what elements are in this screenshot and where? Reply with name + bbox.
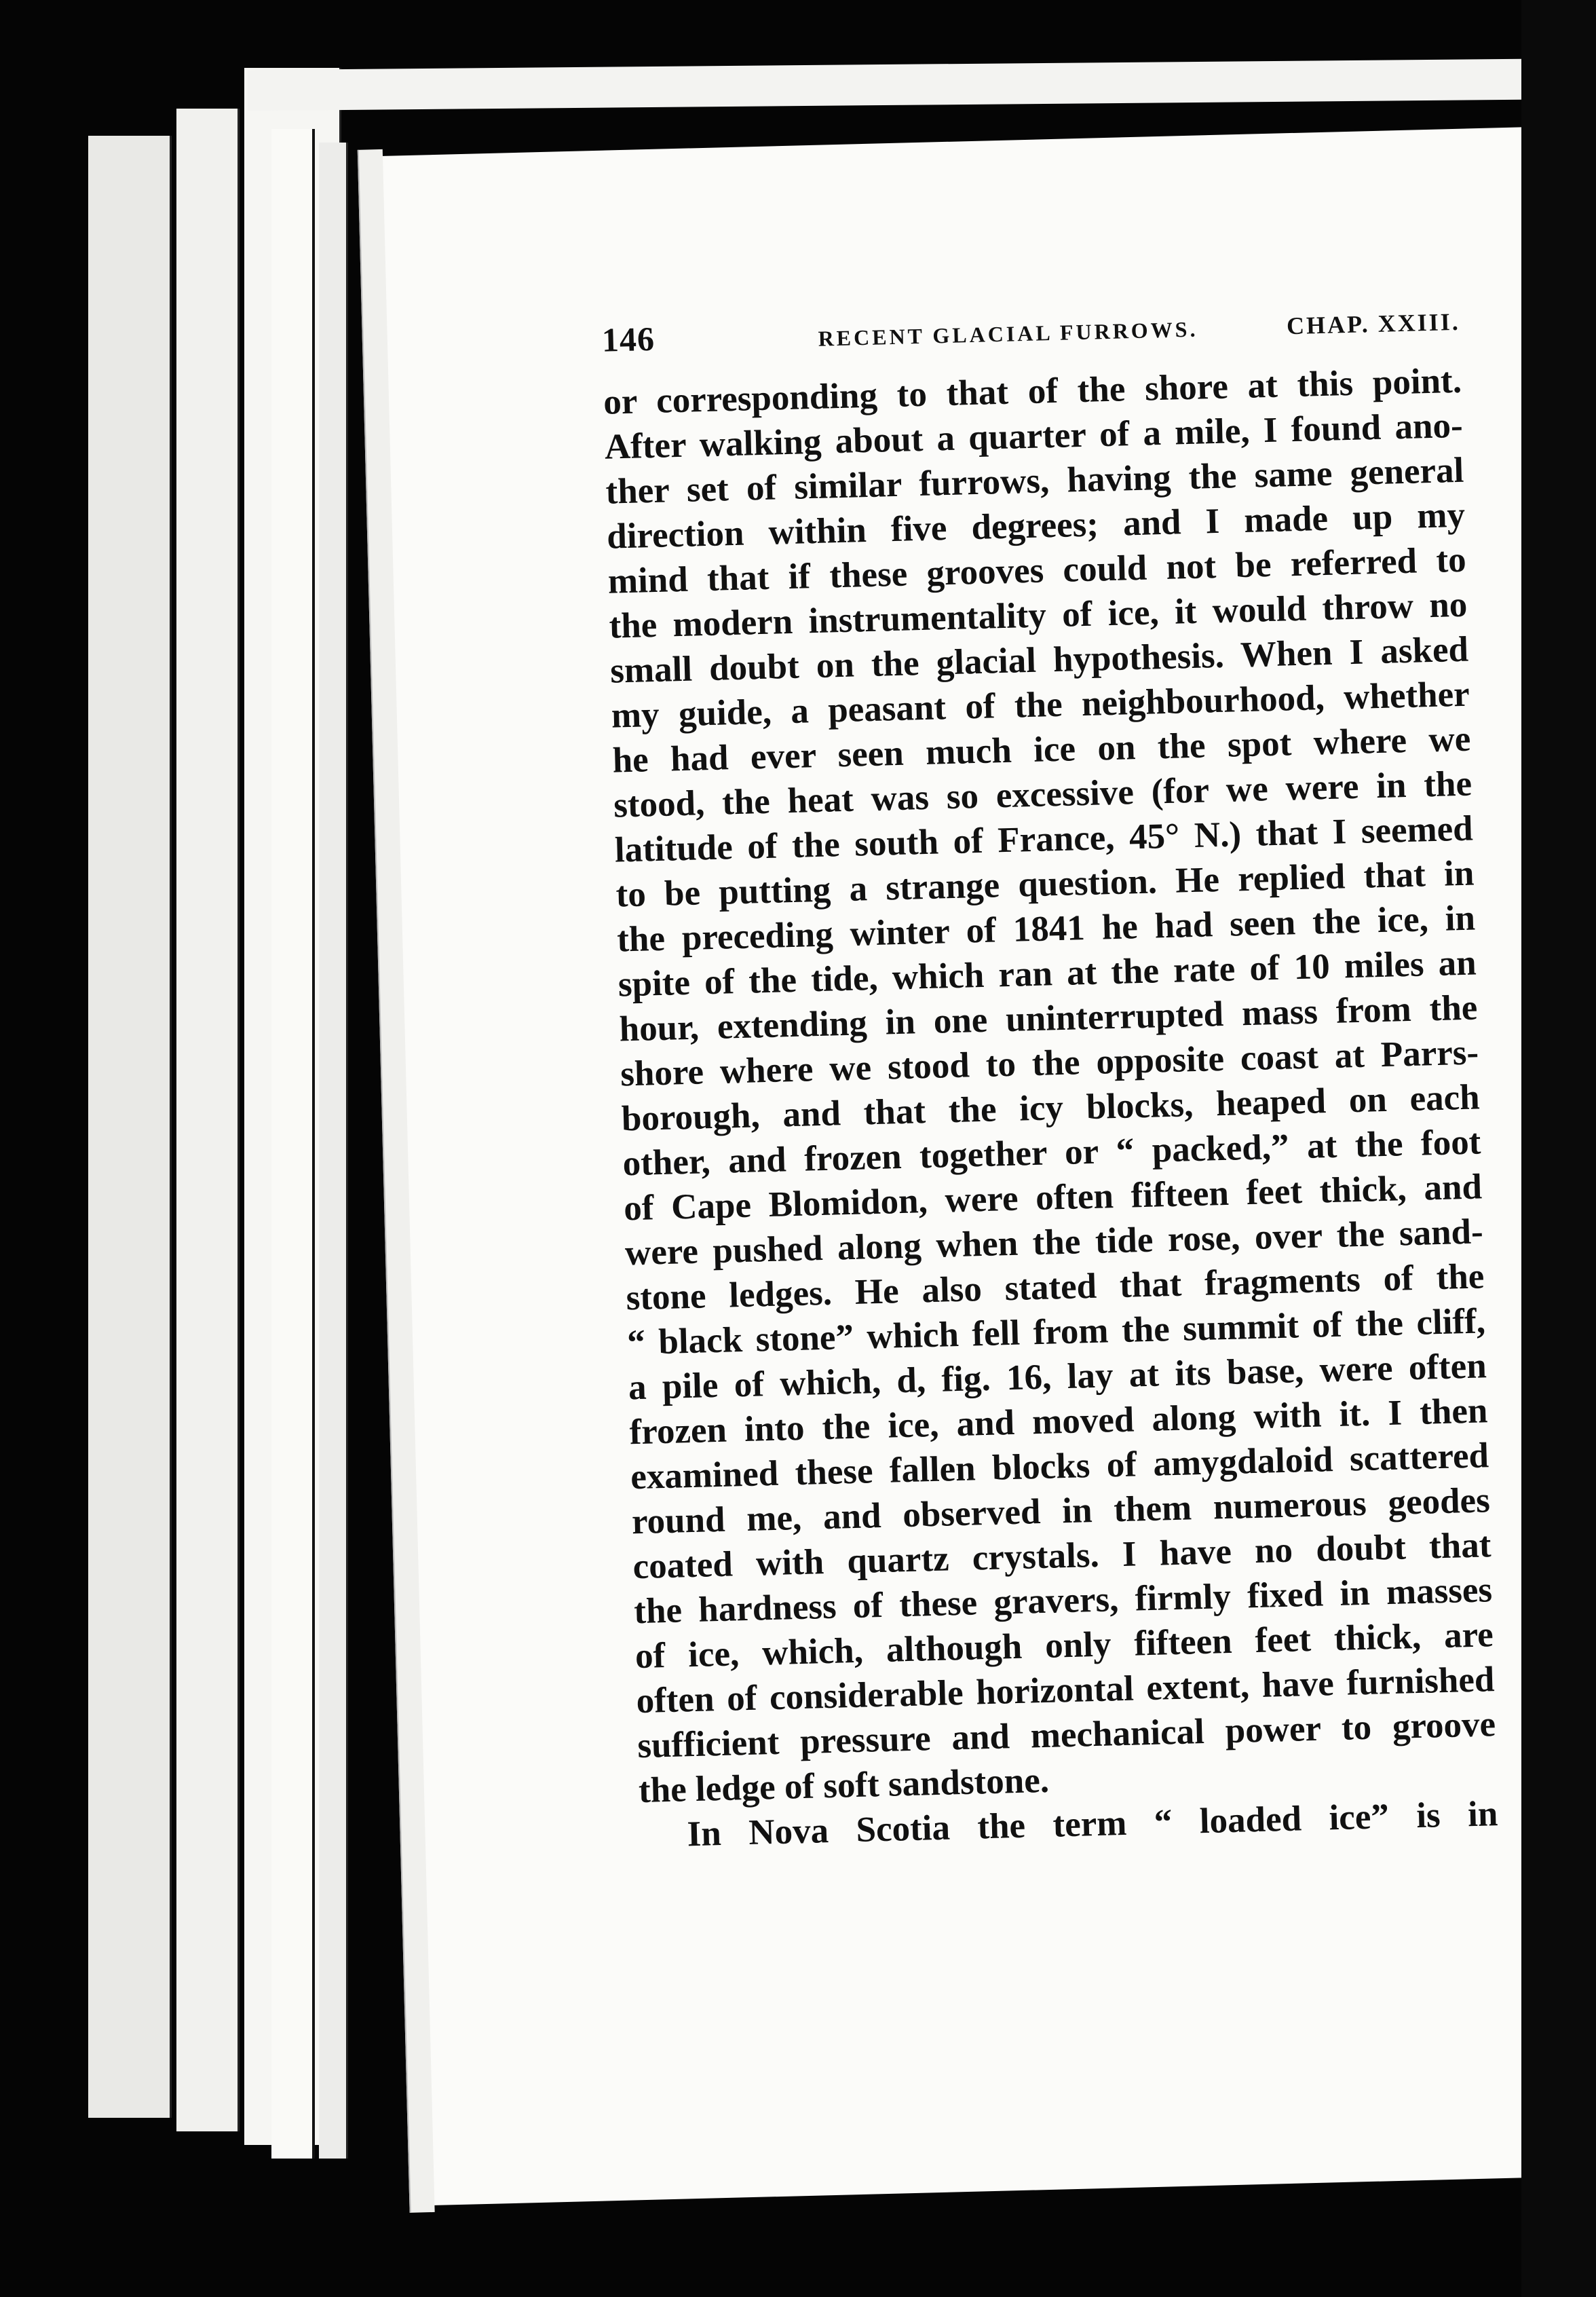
text-line: stood, the heat was so excessive (for we were in the bbox=[613, 764, 1472, 825]
book-page bbox=[380, 127, 1586, 2205]
page-number: 146 bbox=[601, 319, 656, 359]
text-line: or corresponding to that of the shore at this point. bbox=[603, 360, 1462, 422]
text-line: he had ever seen much ice on the spot where we bbox=[611, 719, 1471, 781]
text-line: the modern instrumentality of ice, it would throw no bbox=[608, 584, 1468, 646]
text-line: round me, and observed in them numerous geodes bbox=[631, 1480, 1491, 1542]
text-line: latitude of the south of France, 45° N.) that I seemed bbox=[614, 808, 1474, 870]
text-line: of Cape Blomidon, were often fifteen feet thick, and bbox=[623, 1167, 1483, 1229]
text-line: stone ledges. He also stated that fragments of the bbox=[625, 1256, 1485, 1318]
book-gutter-shadow bbox=[1521, 0, 1596, 2297]
text-line: In Nova Scotia the term “ loaded ice” is in bbox=[686, 1794, 1499, 1854]
chapter-reference: CHAP. XXIII. bbox=[1286, 307, 1461, 340]
text-line: ther set of similar furrows, having the same general bbox=[605, 450, 1464, 512]
text-line: my guide, a peasant of the neighbourhood, whether bbox=[611, 674, 1470, 736]
page-edge bbox=[271, 129, 315, 2159]
text-line: spite of the tide, which ran at the rate of 10 miles an bbox=[618, 943, 1477, 1005]
text-line: the hardness of these gravers, firmly fixed in masses bbox=[633, 1570, 1493, 1632]
text-line: frozen into the ice, and moved along with it. I then bbox=[628, 1391, 1489, 1453]
text-line: were pushed along when the tide rose, over the sand- bbox=[624, 1212, 1484, 1273]
page-edge bbox=[88, 136, 172, 2118]
text-line: After walking about a quarter of a mile, I found ano- bbox=[604, 405, 1464, 467]
text-line: shore where we stood to the opposite coast at Parrs- bbox=[620, 1032, 1479, 1094]
running-head: RECENT GLACIAL FURROWS. bbox=[818, 316, 1198, 351]
text-line: the preceding winter of 1841 he had seen the ice, in bbox=[616, 898, 1476, 960]
text-line: hour, extending in one uninterrupted mass from the bbox=[618, 988, 1478, 1049]
page-header bbox=[601, 299, 1460, 368]
text-line: of ice, which, although only fifteen feet thick, are bbox=[634, 1615, 1494, 1677]
text-line: borough, and that the icy blocks, heaped on each bbox=[621, 1077, 1481, 1139]
text-line: small doubt on the glacial hypothesis. When I asked bbox=[609, 629, 1469, 691]
page-top-edge bbox=[248, 59, 1523, 111]
text-line: a pile of which, d, fig. 16, lay at its base, were often bbox=[628, 1346, 1487, 1408]
text-line: to be putting a strange question. He replied that in bbox=[615, 853, 1475, 915]
text-line: the ledge of soft sandstone. bbox=[638, 1760, 1050, 1811]
page-edge bbox=[176, 109, 240, 2131]
text-line: examined these fallen blocks of amygdaloid scattered bbox=[630, 1436, 1489, 1497]
text-line: “ black stone” which fell from the summit of the cliff, bbox=[626, 1301, 1486, 1363]
text-line: often of considerable horizontal extent, have furnished bbox=[635, 1660, 1496, 1721]
page-text bbox=[601, 299, 1498, 1858]
text-line: direction within five degrees; and I made up my bbox=[606, 495, 1466, 557]
text-line: mind that if these grooves could not be referred to bbox=[607, 540, 1467, 601]
text-line: other, and frozen together or “ packed,” at the foot bbox=[622, 1122, 1482, 1184]
page-edge bbox=[319, 143, 348, 2159]
text-line: sufficient pressure and mechanical power to groove bbox=[636, 1704, 1496, 1766]
text-line: coated with quartz crystals. I have no doubt that bbox=[632, 1525, 1492, 1587]
